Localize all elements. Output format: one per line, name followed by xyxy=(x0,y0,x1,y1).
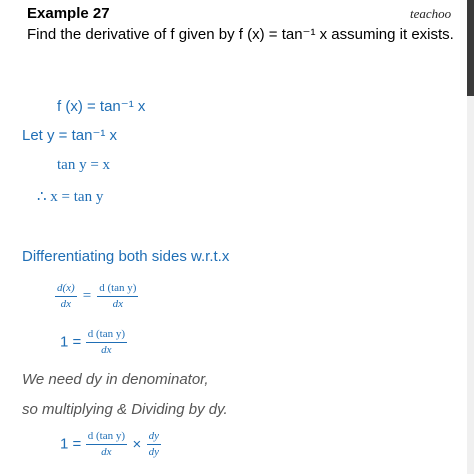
rhs-denominator: dx xyxy=(112,298,124,310)
vertical-scrollbar[interactable] xyxy=(467,0,474,474)
rhs-numerator: d (tan y) xyxy=(97,282,138,297)
equation-3-denominator-2: dy xyxy=(148,446,160,458)
question-text: Find the derivative of f given by f (x) = tan⁻¹ x assuming it exists. xyxy=(27,26,454,43)
equation-2-numerator: d (tan y) xyxy=(86,328,127,343)
one-equals: 1 = xyxy=(60,333,82,351)
scrollbar-thumb[interactable] xyxy=(467,0,474,96)
equation-3-numerator-2: dy xyxy=(147,430,161,445)
lhs-denominator: dx xyxy=(60,298,72,310)
equation-2-fraction xyxy=(86,328,127,357)
tan-y-equals-x: tan y = x xyxy=(57,157,111,173)
let-statement: Let y = tan⁻¹ x xyxy=(22,127,118,144)
equation-3-fraction-2 xyxy=(147,430,161,459)
equation-2 xyxy=(60,328,127,357)
function-definition: f (x) = tan⁻¹ x xyxy=(57,98,146,115)
equation-3-numerator-1: d (tan y) xyxy=(86,430,127,445)
note-line-2: so multiplying & Dividing by dy. xyxy=(22,401,228,418)
equation-2-denominator: dx xyxy=(101,344,112,356)
equation-1 xyxy=(55,282,138,311)
lhs-fraction xyxy=(55,282,77,311)
example-title: Example 27 xyxy=(27,5,110,22)
differentiating-heading: Differentiating both sides w.r.t.x xyxy=(22,248,230,265)
equation-3-fraction-1 xyxy=(86,430,127,459)
times-sign: × xyxy=(132,435,142,453)
one-equals-2: 1 = xyxy=(60,435,82,453)
lhs-numerator: d(x) xyxy=(55,282,77,297)
equals-sign: = xyxy=(82,288,92,305)
rhs-fraction xyxy=(97,282,138,311)
therefore-x-equals-tan-y: ∴ x = tan y xyxy=(37,189,104,205)
note-line-1: We need dy in denominator, xyxy=(22,371,209,388)
equation-3-denominator-1: dx xyxy=(101,446,112,458)
teachoo-logo: teachoo xyxy=(410,6,452,21)
equation-3 xyxy=(60,430,161,459)
